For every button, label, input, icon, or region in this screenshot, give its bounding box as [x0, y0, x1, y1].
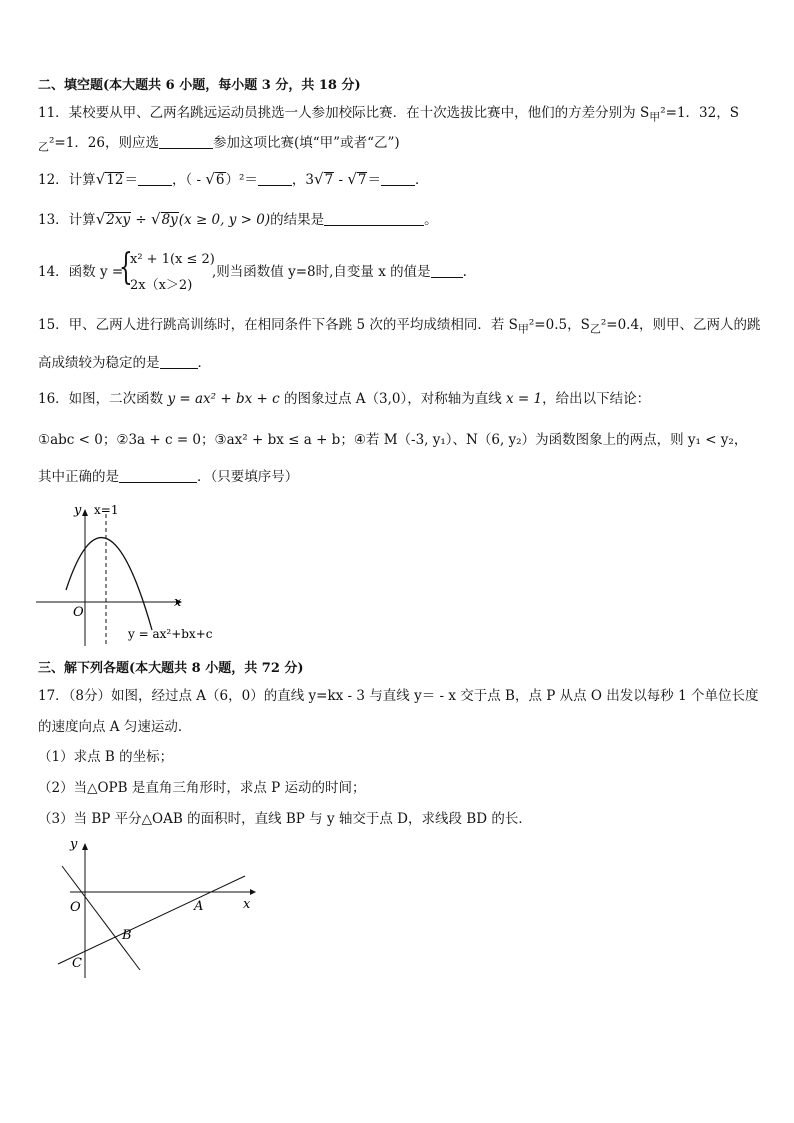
fig2-y-label: y — [70, 837, 78, 852]
q13-answer-blank[interactable] — [324, 224, 424, 226]
q16-text-a: 16．如图，二次函数 — [38, 391, 168, 407]
q12-blank-2[interactable] — [258, 184, 292, 186]
q12-end: ． — [414, 172, 429, 188]
q12-eq-1: ＝ — [124, 172, 138, 188]
lines-figure — [50, 836, 270, 986]
sqrt-sign: √ — [314, 170, 324, 188]
question-16-line-2: ①abc < 0；②3a + c = 0；③ax² + bx ≤ a + b；④若 M（-3, y₁）、N（6, y₂）为函数图象上的两点，则 y₁ < y₂， — [38, 432, 748, 448]
q11-sub-jia: 甲 — [649, 110, 661, 124]
q15-sub-jia: 甲 — [517, 322, 529, 336]
q16-expression: y = ax² + bx + c — [167, 391, 280, 407]
sqrt-sign: √ — [95, 210, 106, 228]
line-y-eq-kx-minus-3 — [58, 876, 245, 964]
q13-tail: 的结果是 — [270, 212, 325, 228]
q15-text-b: ²=0.5，S — [528, 317, 590, 333]
question-17-part-2: （2）当△OPB 是直角三角形时，求点 P 运动的时间； — [38, 780, 366, 796]
q13-end: 。 — [424, 212, 438, 228]
q13-condition: (x ≥ 0, y > 0) — [178, 212, 271, 228]
fig2-point-a-label: A — [194, 899, 204, 914]
q13-radicand-2: 8y — [161, 212, 178, 228]
q16-answer-blank[interactable] — [119, 481, 197, 483]
question-17-line-2: 的速度向点 A 匀速运动． — [38, 719, 192, 735]
fig1-x-label: x — [174, 595, 182, 610]
q13-radicand-1: 2xy — [106, 212, 131, 228]
fig2-point-b-label: B — [122, 928, 132, 943]
q12-radicand-2: 6 — [215, 172, 225, 188]
y-axis-arrow — [82, 843, 88, 850]
q15-end: ． — [197, 355, 211, 371]
q12-text-4: ，3 — [291, 172, 315, 188]
q16-text-c: ，给出以下结论： — [542, 391, 651, 407]
y-axis-arrow — [82, 509, 88, 516]
question-14-label: 14．函数 y = — [38, 264, 124, 280]
x-axis-arrow — [250, 889, 256, 895]
q12-text-2: ，（ - — [171, 172, 206, 188]
sqrt-sign: √ — [347, 170, 357, 188]
q12-blank-3[interactable] — [381, 184, 415, 186]
q13-label: 13．计算 — [38, 212, 96, 228]
fig1-origin-label: O — [73, 605, 84, 620]
fig2-point-c-label: C — [72, 956, 82, 971]
question-11-line-1 — [38, 107, 739, 123]
q12-radicand-4: 7 — [357, 172, 367, 188]
question-15-line-2 — [38, 357, 211, 371]
fig2-x-label: x — [243, 897, 251, 912]
q12-minus: - — [334, 172, 348, 188]
q12-eq-3: ＝ — [367, 172, 381, 188]
q12-radicand-3: 7 — [324, 172, 334, 188]
question-15-line-1 — [38, 319, 761, 335]
q14-tail-line — [212, 266, 467, 280]
question-17-part-1: （1）求点 B 的坐标； — [38, 749, 174, 765]
question-16-line-3 — [38, 471, 298, 485]
q15-text-a: 15．甲、乙两人进行跳高训练时，在相同条件下各跳 5 次的平均成绩相同．若 S — [38, 317, 518, 333]
q11-text: 11．某校要从甲、乙两名跳远运动员挑选一人参加校际比赛．在十次选拔比赛中，他们的方差分别为 S — [38, 105, 650, 121]
q16-text-3b: ．（只要填序号） — [197, 469, 299, 485]
q16-text-b: 的图象过点 A（3,0），对称轴为直线 — [279, 391, 507, 407]
q11-text-tail: ²=1．32，S — [660, 105, 739, 121]
sqrt-sign: √ — [95, 170, 106, 188]
q15-sub-yi: 乙 — [589, 322, 601, 336]
q15-text-c: ²=0.4，则甲、乙两人的跳 — [600, 317, 761, 333]
section-3-title: 三、解下列各题(本大题共 8 小题，共 72 分) — [38, 661, 304, 676]
question-16-line-1 — [38, 393, 650, 407]
q11-text-2b: 参加这项比赛(填“甲”或者“乙”) — [213, 135, 400, 151]
fig1-curve-label: y = ax²+bx+c — [128, 627, 213, 641]
q14-answer-blank[interactable] — [431, 276, 463, 278]
question-17-line-1: 17．（8分）如图，经过点 A（6，0）的直线 y=kx - 3 与直线 y＝ - x 交于点 B，点 P 从点 O 出发以每秒 1 个单位长度 — [38, 688, 759, 704]
section-2-title: 二、填空题(本大题共 6 小题，每小题 3 分，共 18 分) — [38, 78, 361, 93]
question-17-part-3: （3）当 BP 平分△OAB 的面积时，直线 BP 与 y 轴交于点 D，求线段 BD 的长． — [38, 811, 532, 827]
q14-case-1: x² + 1(x ≤ 2) — [130, 252, 215, 267]
q11-sub-yi: 乙 — [38, 140, 49, 154]
sqrt-sign: √ — [205, 170, 215, 188]
line-y-eq-neg-x — [62, 866, 140, 970]
q14-tail: ,则当函数值 y=8时,自变量 x 的值是 — [212, 264, 431, 280]
fig1-axis-label: x=1 — [94, 503, 119, 517]
q15-text-2: 高成绩较为稳定的是 — [38, 355, 160, 371]
q14-end: . — [462, 264, 467, 280]
parabola-figure — [30, 498, 230, 648]
piecewise-brace: { — [119, 247, 133, 288]
q12-text-3: ）²＝ — [225, 172, 258, 188]
q12-blank-1[interactable] — [138, 184, 172, 186]
q12-label: 12．计算 — [38, 172, 96, 188]
question-11-line-2 — [38, 137, 400, 153]
q11-answer-blank[interactable] — [159, 147, 213, 149]
fig2-origin-label: O — [70, 900, 81, 915]
q12-radicand-1: 12 — [106, 172, 124, 188]
sqrt-sign: √ — [151, 210, 161, 228]
q15-answer-blank[interactable] — [160, 367, 198, 369]
q11-text-2a: ²=1．26，则应选 — [49, 135, 159, 151]
question-12 — [38, 172, 428, 188]
q14-case-2: 2x（x＞2) — [130, 278, 193, 293]
q16-text-3a: 其中正确的是 — [38, 469, 119, 485]
q13-divide: ÷ — [131, 212, 151, 228]
question-13 — [38, 212, 438, 228]
fig1-y-label: y — [74, 503, 82, 518]
q16-axis: x = 1 — [506, 391, 543, 407]
